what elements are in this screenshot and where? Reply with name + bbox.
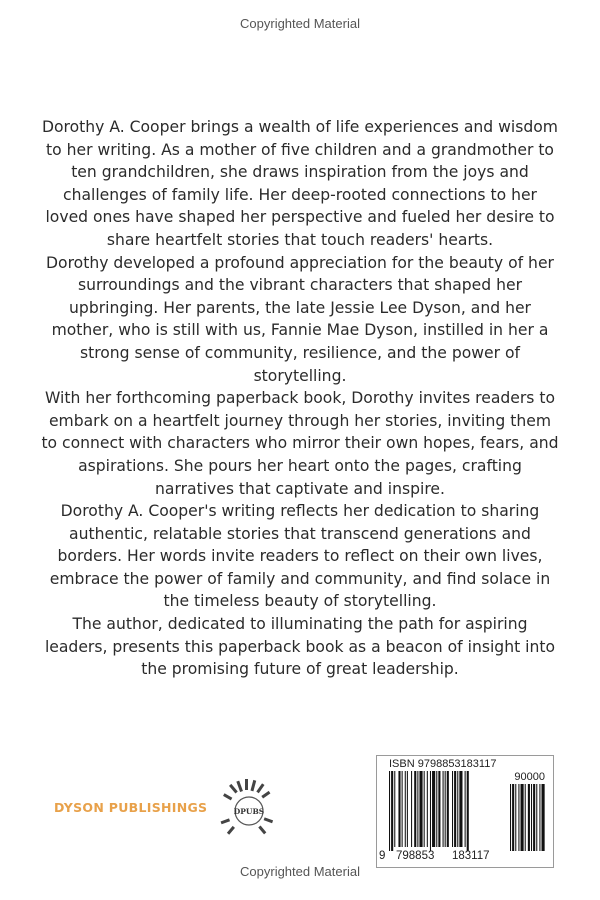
publisher-name: DYSON PUBLISHINGS bbox=[54, 800, 208, 815]
copyright-watermark-bottom: Copyrighted Material bbox=[240, 864, 360, 879]
bio-paragraph-1: Dorothy A. Cooper brings a wealth of life experiences and wisdom to her writing. As a mother of five children and a grandmother to ten grandchildren, she draws inspiration from the joys and challenges of family life. Her deep-rooted connections to her loved ones have shaped her perspective and fueled her desire to share heartfelt stories that touch readers' hearts. bbox=[41, 118, 559, 249]
bio-paragraph-4: Dorothy A. Cooper's writing reflects her dedication to sharing authentic, relatable stories that transcend generations and borders. Her words invite readers to reflect on their own lives, embrace the power of family and community, and find solace in the timeless beauty of storytelling. bbox=[49, 502, 551, 611]
ean-barcode-bars bbox=[388, 771, 503, 851]
ean-digit-group-2: 183117 bbox=[452, 850, 490, 862]
bio-paragraph-5: The author, dedicated to illuminating the path for aspiring leaders, presents this paperback book as a beacon of insight into the promising future of great leadership. bbox=[44, 615, 556, 679]
price-code: 90000 bbox=[514, 771, 545, 783]
author-bio bbox=[40, 116, 560, 681]
publisher-logo bbox=[216, 776, 282, 842]
bio-paragraph-3: With her forthcoming paperback book, Dorothy invites readers to embark on a heartfelt journey through her stories, inviting them to connect with characters who mirror their own hopes, fears, and aspirations. She pours her heart onto the pages, crafting narratives that captivate and inspire. bbox=[41, 389, 559, 498]
ean-digit-group-1: 798853 bbox=[396, 850, 435, 862]
bio-paragraph-2: Dorothy developed a profound appreciation for the beauty of her surroundings and the vibrant characters that shaped her upbringing. Her parents, the late Jessie Lee Dyson, and her mother, who is still with us, Fannie Mae Dyson, instilled in her a strong sense of community, resilience, and the power of storytelling. bbox=[46, 253, 554, 385]
isbn-label: ISBN 9798853183117 bbox=[389, 758, 497, 770]
addon-barcode-bars bbox=[509, 784, 549, 851]
isbn-barcode bbox=[376, 755, 554, 868]
copyright-watermark-top: Copyrighted Material bbox=[240, 16, 360, 31]
ean-digit-prefix: 9 bbox=[379, 850, 386, 862]
logo-text: DPUBS bbox=[233, 807, 265, 816]
